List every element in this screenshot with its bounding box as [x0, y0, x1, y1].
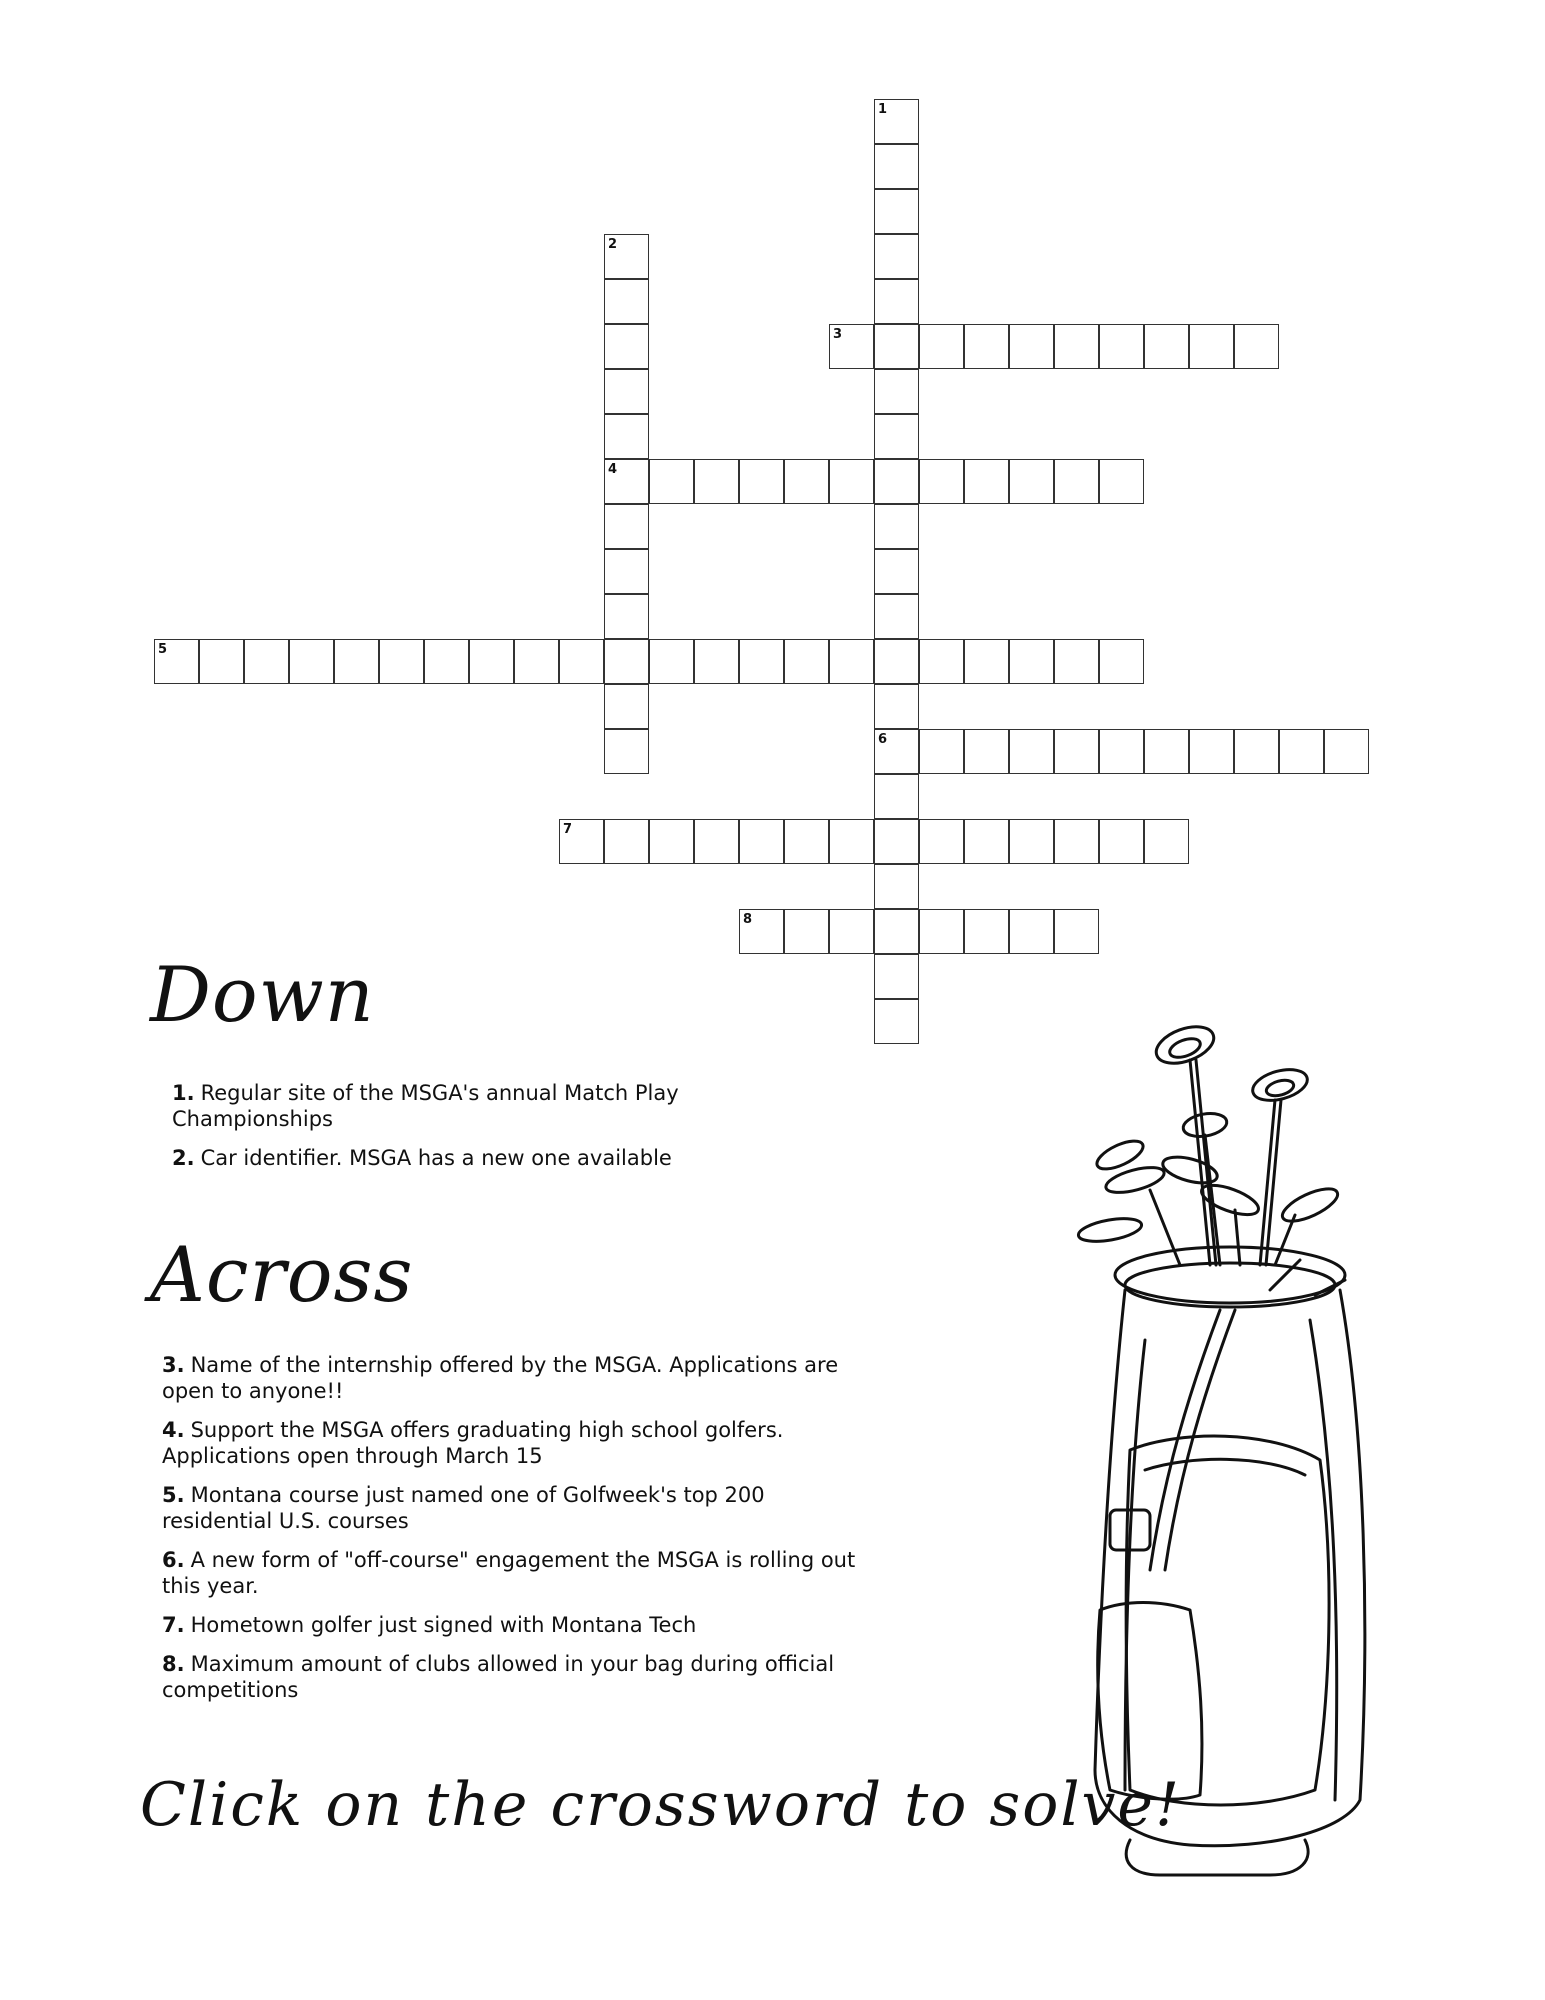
- cell-number: 3: [833, 327, 843, 342]
- crossword-cell[interactable]: [919, 729, 964, 774]
- crossword-cell[interactable]: [604, 504, 649, 549]
- crossword-cell[interactable]: [874, 684, 919, 729]
- clue-number: 7.: [162, 1613, 185, 1637]
- crossword-cell[interactable]: [829, 909, 874, 954]
- crossword-cell[interactable]: [604, 549, 649, 594]
- crossword-cell[interactable]: [874, 414, 919, 459]
- crossword-cell[interactable]: [739, 819, 784, 864]
- crossword-cell[interactable]: [964, 819, 1009, 864]
- clue-item: [172, 1080, 792, 1132]
- crossword-cell[interactable]: [1099, 324, 1144, 369]
- crossword-cell[interactable]: [874, 144, 919, 189]
- crossword-cell[interactable]: [604, 414, 649, 459]
- crossword-cell[interactable]: [1009, 639, 1054, 684]
- crossword-cell[interactable]: [874, 189, 919, 234]
- crossword-cell[interactable]: [1099, 459, 1144, 504]
- crossword-cell[interactable]: [1144, 324, 1189, 369]
- crossword-cell[interactable]: [604, 324, 649, 369]
- crossword-cell[interactable]: [964, 909, 1009, 954]
- crossword-cell[interactable]: [469, 639, 514, 684]
- crossword-cell[interactable]: [514, 639, 559, 684]
- cell-number: 1: [878, 102, 888, 117]
- crossword-cell[interactable]: [874, 279, 919, 324]
- crossword-cell[interactable]: [874, 369, 919, 414]
- clue-text: Name of the internship offered by the MSGA. Applications are open to anyone!!: [162, 1353, 839, 1403]
- crossword-cell[interactable]: [604, 819, 649, 864]
- clue-text: Maximum amount of clubs allowed in your bag during official competitions: [162, 1652, 835, 1702]
- clue-text: Montana course just named one of Golfweek's top 200 residential U.S. courses: [162, 1483, 765, 1533]
- clue-item: [162, 1482, 862, 1534]
- clue-item: [172, 1145, 792, 1171]
- crossword-cell[interactable]: [1144, 729, 1189, 774]
- across-heading: Across: [150, 1230, 414, 1319]
- crossword-cell[interactable]: [919, 324, 964, 369]
- solve-crossword-link[interactable]: Click on the crossword to solve!: [140, 1770, 1182, 1840]
- clue-number: 6.: [162, 1548, 185, 1572]
- crossword-cell[interactable]: [784, 909, 829, 954]
- cell-number: 2: [608, 237, 618, 252]
- clue-item: [162, 1547, 862, 1599]
- crossword-cell[interactable]: [874, 594, 919, 639]
- crossword-cell[interactable]: [1009, 909, 1054, 954]
- crossword-cell[interactable]: [559, 639, 604, 684]
- cell-number: 4: [608, 462, 618, 477]
- crossword-cell[interactable]: [874, 864, 919, 909]
- cell-number: 5: [158, 642, 168, 657]
- crossword-cell[interactable]: [424, 639, 469, 684]
- crossword-cell[interactable]: [289, 639, 334, 684]
- crossword-cell[interactable]: [964, 324, 1009, 369]
- crossword-cell[interactable]: [604, 369, 649, 414]
- crossword-cell[interactable]: [694, 459, 739, 504]
- crossword-cell[interactable]: [649, 459, 694, 504]
- clue-text: A new form of "off-course" engagement the MSGA is rolling out this year.: [162, 1548, 856, 1598]
- crossword-cell[interactable]: [379, 639, 424, 684]
- crossword-cell[interactable]: [919, 459, 964, 504]
- crossword-cell[interactable]: [694, 639, 739, 684]
- clue-text: Car identifier. MSGA has a new one available: [200, 1146, 672, 1170]
- crossword-cell[interactable]: [1324, 729, 1369, 774]
- clue-number: 5.: [162, 1483, 185, 1507]
- clue-number: 4.: [162, 1418, 185, 1442]
- crossword-cell[interactable]: [1099, 729, 1144, 774]
- crossword-cell[interactable]: [964, 729, 1009, 774]
- crossword-cell[interactable]: [874, 999, 919, 1044]
- crossword-cell[interactable]: [1054, 324, 1099, 369]
- crossword-cell[interactable]: [1054, 639, 1099, 684]
- clue-number: 8.: [162, 1652, 185, 1676]
- crossword-cell[interactable]: [874, 639, 919, 684]
- cell-number: 8: [743, 912, 753, 927]
- crossword-cell[interactable]: [1054, 909, 1099, 954]
- crossword-cell[interactable]: [1054, 459, 1099, 504]
- crossword-cell[interactable]: [919, 819, 964, 864]
- crossword-cell[interactable]: [604, 459, 649, 504]
- crossword-cell[interactable]: [1144, 819, 1189, 864]
- cell-number: 6: [878, 732, 888, 747]
- crossword-cell[interactable]: [829, 639, 874, 684]
- crossword-cell[interactable]: [1054, 729, 1099, 774]
- crossword-cell[interactable]: [874, 549, 919, 594]
- crossword-cell[interactable]: [604, 729, 649, 774]
- crossword-cell[interactable]: [604, 639, 649, 684]
- crossword-cell[interactable]: [1279, 729, 1324, 774]
- crossword-cell[interactable]: [829, 324, 874, 369]
- down-heading: Down: [150, 950, 375, 1039]
- crossword-cell[interactable]: [1009, 459, 1054, 504]
- crossword-cell[interactable]: [874, 504, 919, 549]
- crossword-cell[interactable]: [874, 774, 919, 819]
- crossword-cell[interactable]: [154, 639, 199, 684]
- crossword-cell[interactable]: [784, 819, 829, 864]
- crossword-cell[interactable]: [694, 819, 739, 864]
- crossword-cell[interactable]: [199, 639, 244, 684]
- clue-item: [162, 1417, 862, 1469]
- crossword-cell[interactable]: [1009, 324, 1054, 369]
- clue-item: [162, 1651, 862, 1703]
- crossword-cell[interactable]: [1009, 729, 1054, 774]
- crossword-cell[interactable]: [244, 639, 289, 684]
- crossword-cell[interactable]: [604, 234, 649, 279]
- crossword-cell[interactable]: [919, 639, 964, 684]
- crossword-cell[interactable]: [874, 909, 919, 954]
- crossword-cell[interactable]: [1189, 729, 1234, 774]
- clue-text: Regular site of the MSGA's annual Match Play Championships: [172, 1081, 679, 1131]
- crossword-cell[interactable]: [964, 459, 1009, 504]
- crossword-cell[interactable]: [649, 639, 694, 684]
- crossword-cell[interactable]: [649, 819, 694, 864]
- crossword-cell[interactable]: [784, 459, 829, 504]
- crossword-cell[interactable]: [964, 639, 1009, 684]
- crossword-cell[interactable]: [559, 819, 604, 864]
- crossword-cell[interactable]: [874, 234, 919, 279]
- down-clues: [172, 1080, 792, 1184]
- clue-item: [162, 1612, 862, 1638]
- crossword-cell[interactable]: [604, 279, 649, 324]
- crossword-cell[interactable]: [604, 684, 649, 729]
- crossword-cell[interactable]: [1009, 819, 1054, 864]
- crossword-cell[interactable]: [739, 909, 784, 954]
- cell-number: 7: [563, 822, 573, 837]
- crossword-cell[interactable]: [874, 819, 919, 864]
- clue-number: 3.: [162, 1353, 185, 1377]
- crossword-cell[interactable]: [874, 954, 919, 999]
- crossword-cell[interactable]: [829, 819, 874, 864]
- golf-bag-icon: [1070, 1010, 1390, 1880]
- crossword-cell[interactable]: [1189, 324, 1234, 369]
- crossword-cell[interactable]: [1234, 729, 1279, 774]
- crossword-cell[interactable]: [829, 459, 874, 504]
- crossword-cell[interactable]: [919, 909, 964, 954]
- clue-text: Hometown golfer just signed with Montana Tech: [190, 1613, 697, 1637]
- crossword-cell[interactable]: [874, 729, 919, 774]
- crossword-cell[interactable]: [1234, 324, 1279, 369]
- crossword-cell[interactable]: [874, 99, 919, 144]
- crossword-cell[interactable]: [604, 594, 649, 639]
- across-clues: [162, 1352, 862, 1716]
- crossword-cell[interactable]: [1099, 819, 1144, 864]
- crossword-cell[interactable]: [739, 459, 784, 504]
- crossword-cell[interactable]: [784, 639, 829, 684]
- crossword-cell[interactable]: [1099, 639, 1144, 684]
- crossword-cell[interactable]: [1054, 819, 1099, 864]
- crossword-cell[interactable]: [739, 639, 784, 684]
- crossword-cell[interactable]: [874, 459, 919, 504]
- clue-number: 1.: [172, 1081, 195, 1105]
- clue-text: Support the MSGA offers graduating high school golfers. Applications open through March 15: [162, 1418, 784, 1468]
- clue-item: [162, 1352, 862, 1404]
- crossword-cell[interactable]: [874, 324, 919, 369]
- clue-number: 2.: [172, 1146, 195, 1170]
- crossword-cell[interactable]: [334, 639, 379, 684]
